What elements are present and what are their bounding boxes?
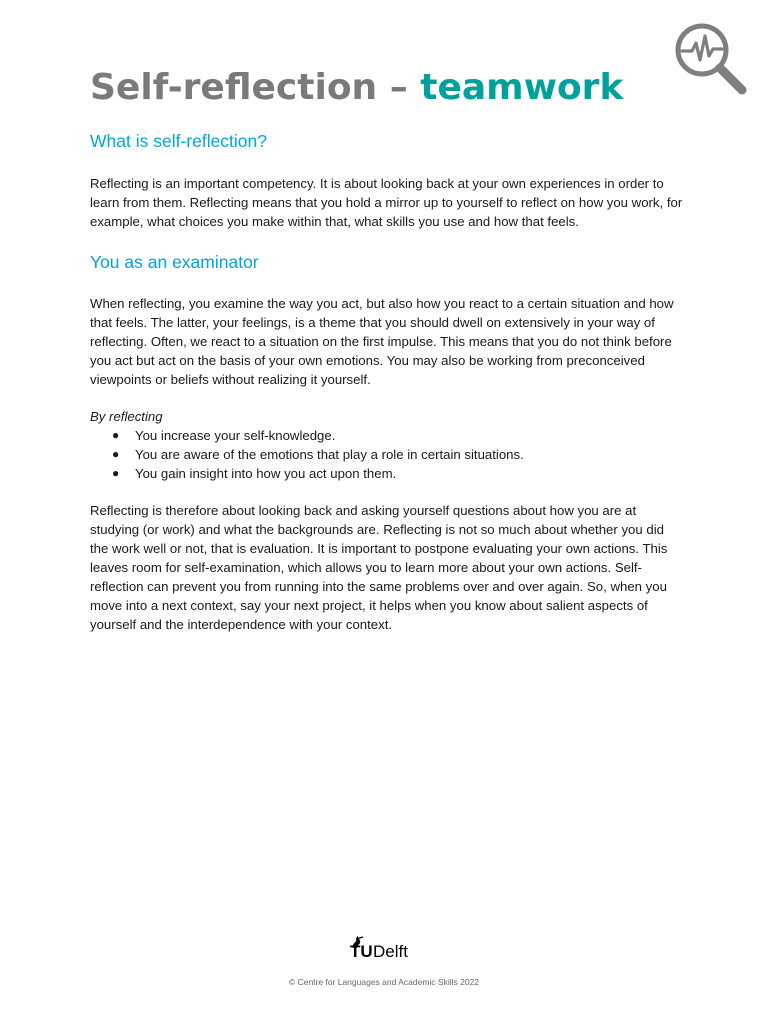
list-item <box>90 426 685 445</box>
list-item-text: You are aware of the emotions that play a role in certain situations. <box>135 447 524 462</box>
list-item <box>90 445 685 464</box>
title-main: Self-reflection <box>90 67 378 108</box>
title-separator: – <box>377 67 421 108</box>
bullet-list <box>90 426 685 483</box>
page-title <box>90 66 623 110</box>
section-heading-what-is-self-reflection: What is self-reflection? <box>90 131 268 151</box>
logo-tu: TU <box>350 942 373 961</box>
bullet-icon: ● <box>112 428 120 442</box>
list-item-text: You gain insight into how you act upon them. <box>135 466 397 481</box>
bullet-icon: ● <box>112 447 120 461</box>
bullet-icon: ● <box>112 466 120 480</box>
magnifier-heartbeat-icon <box>672 20 750 98</box>
paragraph-examinator: When reflecting, you examine the way you act, but also how you react to a certain situation and how that feels. The latter, your feelings, is a theme that you should dwell on extensively in your way of reflecting. Often, we react to a situation on the first impulse. This means that you do not think before you act but act on the basis of your own emotions. You may also be working from preconceived viewpoints or beliefs without realizing it yourself. <box>90 296 674 387</box>
list-item <box>90 464 685 483</box>
tu-delft-logo <box>348 936 414 962</box>
document-body <box>90 128 685 634</box>
title-accent: teamwork <box>420 67 624 108</box>
logo-delft: Delft <box>373 942 408 961</box>
section-heading-examinator: You as an examinator <box>90 252 259 272</box>
copyright-notice: © Centre for Languages and Academic Skills 2022 <box>288 977 480 987</box>
list-lead: By reflecting <box>90 409 163 424</box>
paragraph-intro: Reflecting is an important competency. It is about looking back at your own experiences in order to learn from them. Reflecting means that you hold a mirror up to yourself to reflect on how you work, for example, what choices you make within that, what skills you use and how that feels. <box>90 176 683 229</box>
paragraph-conclusion: Reflecting is therefore about looking back and asking yourself questions about how you are at studying (or work) and what the backgrounds are. Reflecting is not so much about whether you did the work well or not, that is evaluation. It is important to postpone evaluating your own actions. This leaves room for self-examination, which allows you to learn more about your own actions. Self-reflection can prevent you from running into the same problems over and over again. So, when you move into a next context, say your next project, it helps when you know about salient aspects of yourself and the interdependence with your context. <box>90 503 668 632</box>
list-item-text: You increase your self-knowledge. <box>135 428 336 443</box>
